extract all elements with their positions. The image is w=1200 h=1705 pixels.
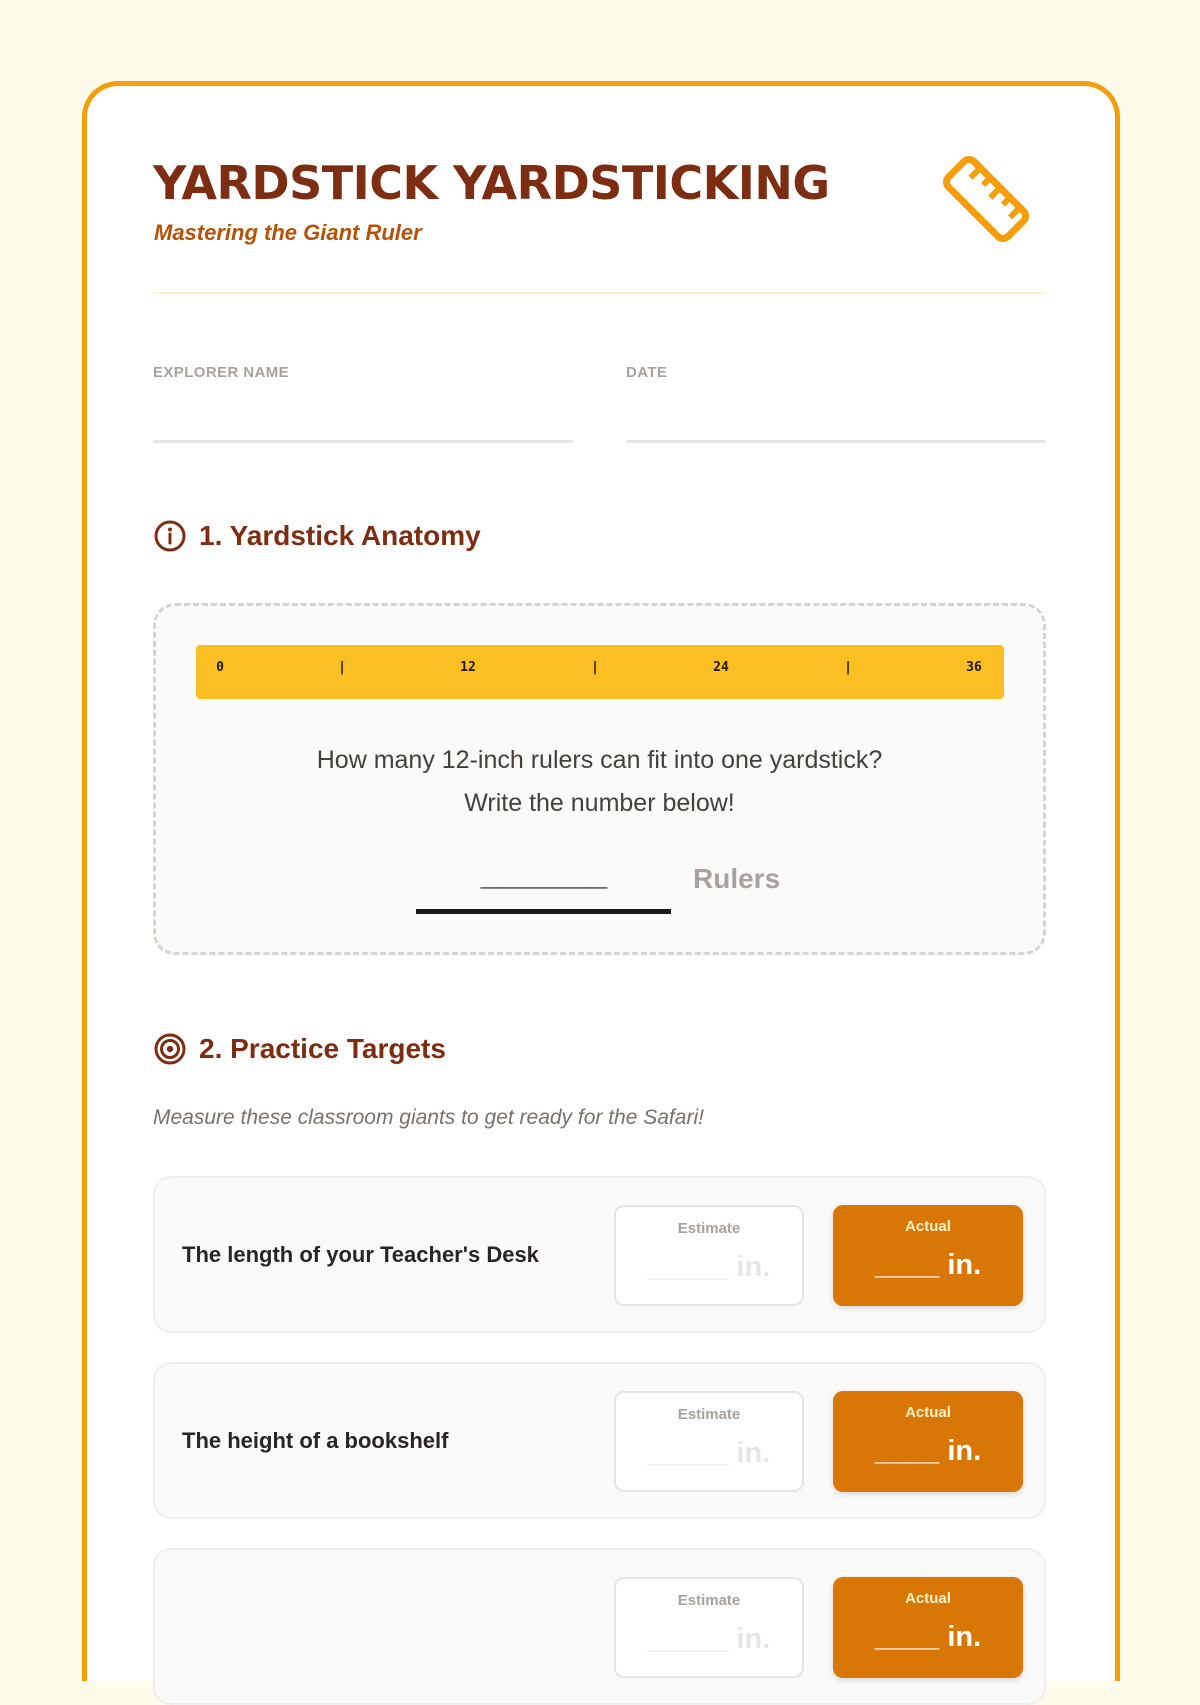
actual-value: ____ in. — [874, 1435, 982, 1467]
answer-underline — [416, 909, 671, 914]
ruler-tick-mark: | — [844, 660, 852, 675]
page-subtitle: Mastering the Giant Ruler — [154, 220, 422, 245]
actual-value: ____ in. — [874, 1249, 982, 1281]
target-label: The length of your Teacher's Desk — [182, 1242, 539, 1267]
estimate-label: Estimate — [677, 1406, 741, 1423]
info-icon — [153, 519, 187, 553]
ruler-tick-mark: | — [591, 660, 599, 675]
date-field[interactable] — [626, 440, 1046, 443]
target-row — [153, 1176, 1046, 1333]
section-targets-heading — [153, 1032, 446, 1066]
ruler-icon — [938, 151, 1034, 247]
date-label: DATE — [626, 364, 668, 381]
anatomy-question — [156, 739, 1043, 825]
actual-label: Actual — [905, 1404, 951, 1421]
answer-blank: ________ — [480, 859, 607, 892]
question-line-2: Write the number below! — [464, 789, 735, 817]
section-anatomy-title: 1. Yardstick Anatomy — [199, 520, 481, 551]
estimate-input[interactable] — [614, 1205, 804, 1306]
explorer-name-field[interactable] — [153, 440, 573, 443]
actual-input[interactable] — [833, 1205, 1023, 1306]
actual-label: Actual — [905, 1590, 951, 1607]
estimate-label: Estimate — [677, 1220, 741, 1237]
actual-value: ____ in. — [874, 1621, 982, 1653]
rulers-answer-field[interactable] — [416, 859, 671, 915]
actual-label: Actual — [905, 1218, 951, 1235]
estimate-label: Estimate — [677, 1592, 741, 1609]
estimate-value: _____ in. — [647, 1623, 771, 1655]
estimate-value: _____ in. — [647, 1251, 771, 1283]
target-row — [153, 1362, 1046, 1519]
estimate-input[interactable] — [614, 1391, 804, 1492]
header-divider — [153, 292, 1046, 294]
ruler-tick-24: 24 — [713, 660, 729, 675]
worksheet-card — [82, 81, 1120, 1681]
explorer-name-label: EXPLORER NAME — [153, 364, 290, 381]
ruler-tick-12: 12 — [460, 660, 476, 675]
ruler-tick-mark: | — [338, 660, 346, 675]
actual-input[interactable] — [833, 1577, 1023, 1678]
actual-input[interactable] — [833, 1391, 1023, 1492]
estimate-input[interactable] — [614, 1577, 804, 1678]
question-line-1: How many 12-inch rulers can fit into one yardstick? — [316, 746, 883, 774]
estimate-value: _____ in. — [647, 1437, 771, 1469]
page-title: YARDSTICK YARDSTICKING — [153, 156, 830, 210]
ruler-tick-36: 36 — [966, 660, 982, 675]
target-icon — [153, 1032, 187, 1066]
yardstick-graphic — [196, 645, 1004, 699]
ruler-tick-0: 0 — [216, 660, 224, 675]
target-row — [153, 1548, 1046, 1705]
target-label: The height of a bookshelf — [182, 1428, 449, 1453]
section-anatomy-heading — [153, 519, 481, 553]
answer-unit: Rulers — [693, 863, 781, 894]
targets-intro: Measure these classroom giants to get ready for the Safari! — [153, 1106, 704, 1129]
section-targets-title: 2. Practice Targets — [199, 1033, 446, 1064]
anatomy-panel — [153, 603, 1046, 955]
